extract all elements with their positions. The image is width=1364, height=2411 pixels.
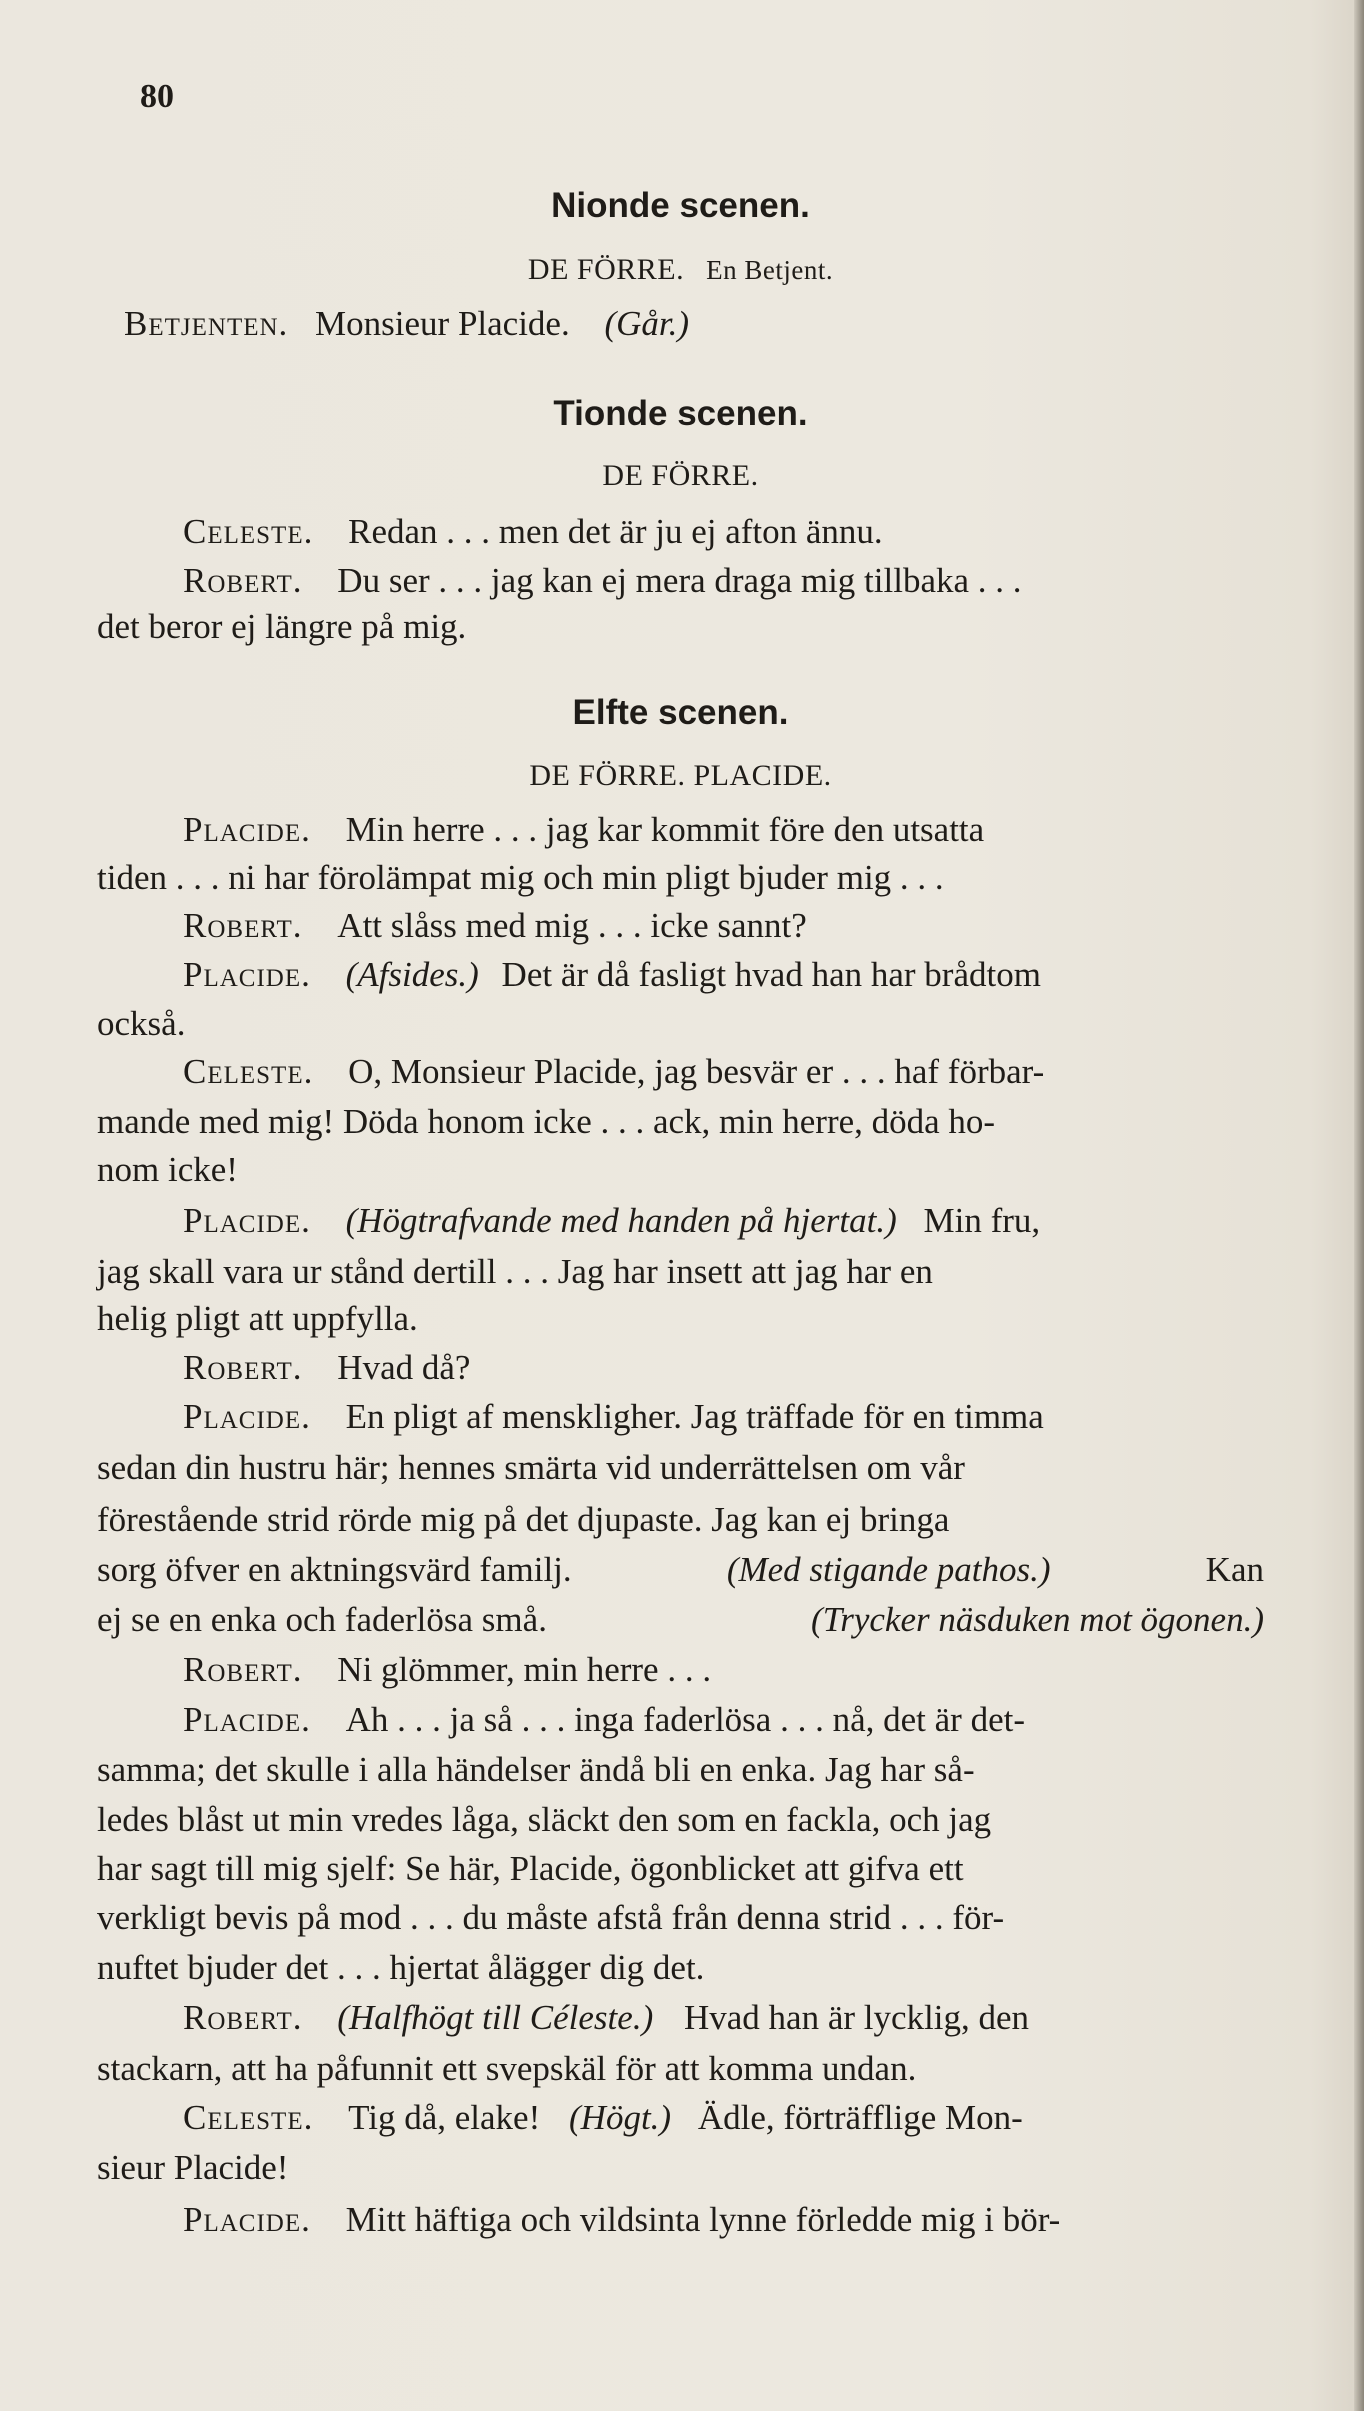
speaker-robert: Robert. [183,906,303,945]
dialogue-continuation: tiden . . . ni har förolämpat mig och min pligt bjuder mig . . . [97,858,944,897]
dialogue-line [97,1201,1264,1241]
dialogue-line [97,955,1264,995]
scene-heading-nionde: Nionde scenen. [551,186,810,225]
dialogue-continuation: sieur Placide! [97,2148,289,2187]
dialogue-text: Redan . . . men det är ju ej afton ännu. [348,512,883,551]
cast-de-forre: DE FÖRRE. [527,253,685,286]
speaker-celeste: Celeste. [183,512,314,551]
dialogue-line [97,1998,1264,2038]
dialogue-continuation: mande med mig! Döda honom icke . . . ack, min herre, döda ho- [97,1102,996,1141]
speaker-placide: Placide. [183,1397,311,1436]
dialogue-continuation: har sagt till mig sjelf: Se här, Placide, ögonblicket att gifva ett [97,1849,964,1888]
dialogue-line [97,1700,1264,1740]
dialogue-line [97,1397,1264,1437]
dialogue-line [97,1650,1264,1690]
dialogue-line [97,810,1264,850]
page-edge-shadow [1354,0,1364,2411]
dialogue-line [97,1052,1264,1092]
dialogue-continuation: stackarn, att ha påfunnit ett svepskäl för att komma undan. [97,2049,917,2088]
dialogue-text: Det är då fasligt hvad han har brådtom [501,955,1041,994]
dialogue-line [97,304,1264,344]
scene-heading-tionde: Tionde scenen. [553,394,808,433]
cast-line: DE FÖRRE. PLACIDE. [529,759,832,792]
speaker-robert: Robert. [183,1650,303,1689]
cast-line: DE FÖRRE. [602,459,759,492]
speaker-celeste: Celeste. [183,1052,314,1091]
dialogue-text: Tig då, elake! [348,2098,541,2137]
dialogue-text: Monsieur Placide. [315,304,570,343]
dialogue-text: O, Monsieur Placide, jag besvär er . . . haf förbar- [348,1052,1045,1091]
page-number: 80 [140,78,174,115]
stage-direction: (Högt.) [569,2098,672,2137]
dialogue-text: Mitt häftiga och vildsinta lynne förledde mig i bör- [345,2200,1061,2239]
speaker-placide: Placide. [183,955,311,994]
speaker-robert: Robert. [183,1348,303,1387]
dialogue-continuation: jag skall vara ur stånd dertill . . . Jag har insett att jag har en [97,1252,933,1291]
dialogue-text: Du ser . . . jag kan ej mera draga mig tillbaka . . . [337,561,1022,600]
dialogue-text: Ni glömmer, min herre . . . [337,1650,712,1689]
stage-direction: (Trycker näsduken mot ögonen.) [811,1600,1264,1639]
stage-direction: (Afsides.) [345,955,479,994]
dialogue-line [97,512,1264,552]
dialogue-continuation: sedan din hustru här; hennes smärta vid underrättelsen om vår [97,1448,965,1487]
speaker-robert: Robert. [183,1998,303,2037]
stage-direction: (Halfhögt till Céleste.) [337,1998,654,2037]
stage-direction: (Med stigande pathos.) [726,1550,1051,1589]
dialogue-text: Att slåss med mig . . . icke sannt? [337,906,807,945]
dialogue-line [97,2098,1264,2138]
dialogue-line [97,2200,1264,2240]
dialogue-text: Hvad då? [337,1348,471,1387]
dialogue-continuation: helig pligt att uppfylla. [97,1299,418,1338]
dialogue-continuation: också. [97,1004,186,1043]
dialogue-continuation: ledes blåst ut min vredes låga, släckt den som en fackla, och jag [97,1800,992,1839]
dialogue-text: Kan [1205,1550,1264,1589]
dialogue-text: En pligt af menskligher. Jag träffade för en timma [345,1397,1044,1436]
speaker-placide: Placide. [183,1201,311,1240]
scene-heading-elfte: Elfte scenen. [572,693,789,732]
dialogue-continuation [97,1600,1264,1640]
dialogue-text: Ah . . . ja så . . . inga faderlösa . . . nå, det är det- [345,1700,1025,1739]
cast-line [97,250,1264,290]
speaker-celeste: Celeste. [183,2098,314,2137]
dialogue-continuation: nom icke! [97,1150,238,1189]
dialogue-continuation: verkligt bevis på mod . . . du måste afstå från denna strid . . . för- [97,1898,1005,1937]
speaker-robert: Robert. [183,561,303,600]
dialogue-text: Ädle, förträfflige Mon- [697,2098,1023,2137]
dialogue-continuation [97,1550,1264,1590]
dialogue-text: Hvad han är lycklig, den [683,1998,1030,2037]
speaker-placide: Placide. [183,2200,311,2239]
speaker-placide: Placide. [183,1700,311,1739]
dialogue-text: Min fru, [923,1201,1041,1240]
dialogue-continuation: det beror ej längre på mig. [97,607,467,646]
stage-direction: (Högtrafvande med handen på hjertat.) [345,1201,897,1240]
dialogue-text: Min herre . . . jag kar kommit före den utsatta [345,810,985,849]
dialogue-line [97,561,1264,601]
dialogue-continuation: nuftet bjuder det . . . hjertat ålägger dig det. [97,1948,705,1987]
dialogue-line [97,1348,1264,1388]
text-body [97,0,1264,2411]
speaker-placide: Placide. [183,810,311,849]
dialogue-line [97,906,1264,946]
stage-direction: (Går.) [604,304,690,343]
dialogue-text: sorg öfver en aktningsvärd familj. [97,1550,572,1589]
dialogue-continuation: förestående strid rörde mig på det djupaste. Jag kan ej bringa [97,1500,950,1539]
dialogue-continuation: samma; det skulle i alla händelser ändå bli en enka. Jag har så- [97,1750,975,1789]
dialogue-text: ej se en enka och faderlösa små. [97,1600,547,1639]
cast-betjent: En Betjent. [706,255,834,285]
speaker-betjenten: Betjenten. [124,304,289,343]
